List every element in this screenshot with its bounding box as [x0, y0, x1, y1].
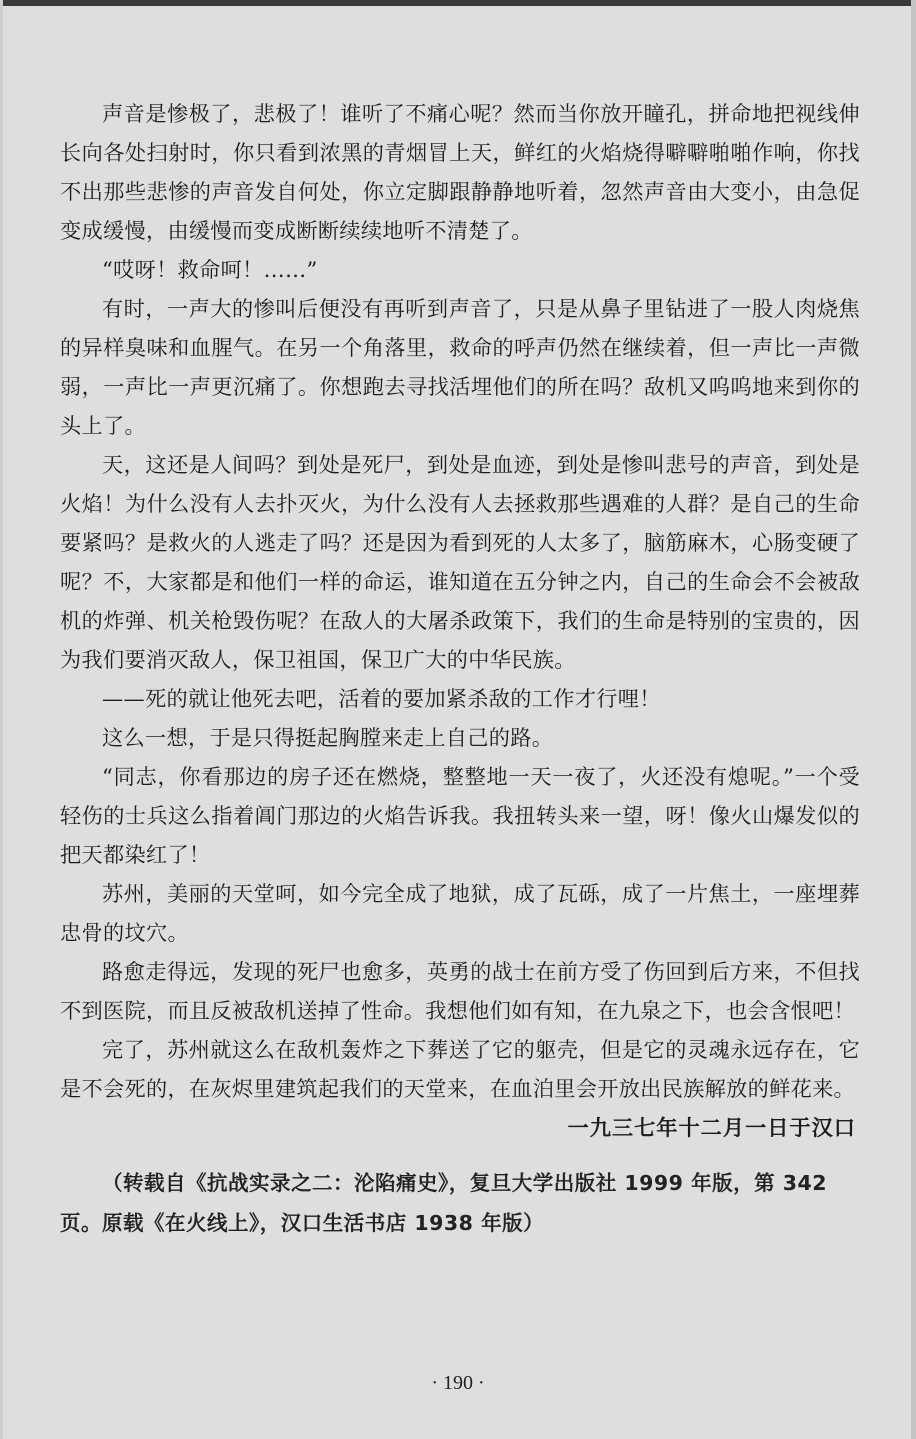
paragraph-6: 这么一想，于是只得挺起胸膛来走上自己的路。: [102, 725, 554, 750]
paragraph-3: 有时，一声大的惨叫后便没有再听到声音了，只是从鼻子里钻进了一股人肉烧焦的异样臭味和血腥气。在另一个角落里，救命的呼声仍然在继续着，但一声比一声微弱，一声比一声更沉痛了。你想跑去寻找活埋他们的所在吗？敌机又呜呜地来到你的头上了。: [60, 296, 860, 438]
dateline: 一九三七年十二月一日于汉口: [567, 1115, 856, 1140]
paragraph-2: “哎呀！救命呵！……”: [102, 257, 318, 282]
scan-edge-top: [0, 0, 916, 6]
paragraph-4: 天，这还是人间吗？到处是死尸，到处是血迹，到处是惨叫悲号的声音，到处是火焰！为什么没有人去扑灭火，为什么没有人去拯救那些遇难的人群？是自己的生命要紧吗？是救火的人逃走了吗？还是因为看到死的人太多了，脑筋麻木，心肠变硬了呢？不，大家都是和他们一样的命运，谁知道在五分钟之内，自己的生命会不会被敌机的炸弹、机关枪毁伤呢？在敌人的大屠杀政策下，我们的生命是特别的宝贵的，因为我们要消灭敌人，保卫祖国，保卫广大的中华民族。: [60, 452, 860, 672]
source-note: （转载自《抗战实录之二：沦陷痛史》，复旦大学出版社 1999 年版，第 342 页。原载《在火线上》，汉口生活书店 1938 年版）: [60, 1171, 828, 1235]
paragraph-7: “同志，你看那边的房子还在燃烧，整整地一天一夜了，火还没有熄呢。”一个受轻伤的士兵这么指着阊门那边的火焰告诉我。我扭转头来一望，呀！像火山爆发似的把天都染红了！: [60, 764, 860, 867]
scan-edge-right: [911, 0, 916, 1439]
paragraph-1: 声音是惨极了，悲极了！谁听了不痛心呢？然而当你放开瞳孔，拼命地把视线伸长向各处扫射时，你只看到浓黑的青烟冒上天，鲜红的火焰烧得噼噼啪啪作响，你找不出那些悲惨的声音发自何处，你立定脚跟静静地听着，忽然声音由大变小，由急促变成缓慢，由缓慢而变成断断续续地听不清楚了。: [60, 101, 860, 243]
paragraph-10: 完了，苏州就这么在敌机轰炸之下葬送了它的躯壳，但是它的灵魂永远存在，它是不会死的，在灰烬里建筑起我们的天堂来，在血泊里会开放出民族解放的鲜花来。: [60, 1037, 860, 1101]
paragraph-9: 路愈走得远，发现的死尸也愈多，英勇的战士在前方受了伤回到后方来，不但找不到医院，而且反被敌机送掉了性命。我想他们如有知，在九泉之下，也会含恨吧！: [60, 959, 860, 1023]
paragraph-8: 苏州，美丽的天堂呵，如今完全成了地狱，成了瓦砾，成了一片焦土，一座埋葬忠骨的坟穴。: [60, 881, 860, 945]
page-number: · 190 ·: [431, 1372, 485, 1394]
scan-edge-left: [0, 0, 3, 1439]
page-body: [60, 94, 860, 1243]
paragraph-5: ——死的就让他死去吧，活着的要加紧杀敌的工作才行哩！: [102, 686, 661, 711]
